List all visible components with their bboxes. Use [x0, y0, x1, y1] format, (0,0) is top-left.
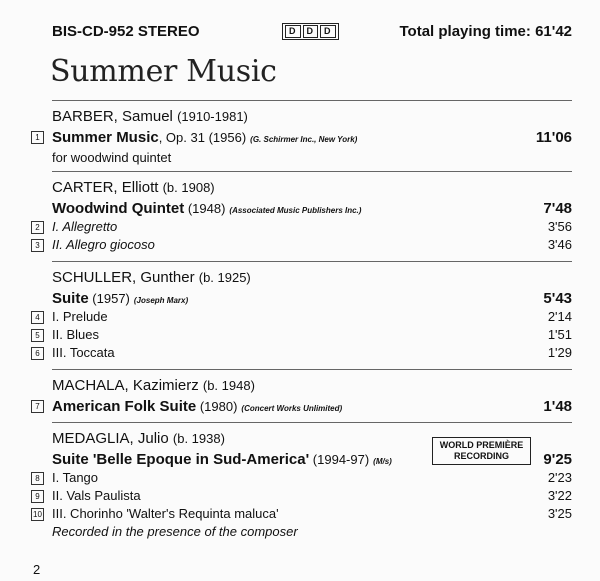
work-title: Woodwind Quintet — [52, 200, 185, 217]
movement-time: 3'25 — [547, 506, 572, 521]
work-carter — [52, 200, 572, 218]
work-title: American Folk Suite — [52, 398, 197, 415]
composer-dates: (1910-1981) — [177, 109, 248, 124]
movement-time: 1'51 — [547, 327, 572, 342]
movement-title: III. Chorinho 'Walter's Requinta maluca' — [52, 506, 279, 521]
publisher: (Concert Works Unlimited) — [241, 404, 343, 413]
movement-row — [52, 488, 572, 506]
badge-line: WORLD PREMIÈRE — [439, 440, 524, 450]
movement-time: 2'14 — [547, 309, 572, 324]
movement-time: 2'23 — [547, 470, 572, 485]
composer-dates: (b. 1938) — [172, 431, 225, 446]
badge-line: RECORDING — [453, 451, 509, 461]
work-title: Suite 'Belle Epoque in Sud-America' — [52, 451, 310, 468]
divider — [52, 171, 572, 172]
composer-name: BARBER, Samuel — [52, 108, 173, 125]
publisher: (Associated Music Publishers Inc.) — [229, 206, 362, 215]
movement-row — [52, 309, 572, 327]
track-number: 9 — [31, 490, 44, 503]
duration: 9'25 — [543, 451, 572, 468]
work-year: (1948) — [184, 201, 226, 216]
work-year: (1980) — [196, 399, 238, 414]
work-title: Suite — [52, 290, 89, 307]
work-title: Summer Music — [52, 129, 159, 146]
publisher: (G. Schirmer Inc., New York) — [250, 135, 358, 144]
page-title: Summer Music — [50, 54, 277, 89]
work-year: (1957) — [88, 291, 130, 306]
track-number: 2 — [31, 221, 44, 234]
movement-row — [52, 506, 572, 524]
duration: 5'43 — [543, 290, 572, 307]
duration: 11'06 — [535, 129, 572, 146]
ddd-badge — [282, 23, 339, 40]
movement-title: II. Vals Paulista — [52, 488, 141, 503]
track-number: 3 — [31, 239, 44, 252]
work-barber — [52, 129, 572, 147]
ddd-letter: D — [303, 25, 319, 38]
movement-row — [52, 345, 572, 363]
divider — [52, 422, 572, 423]
track-number: 1 — [31, 131, 44, 144]
composer-barber — [52, 108, 572, 126]
movement-row — [52, 470, 572, 488]
movement-row — [52, 237, 572, 255]
movement-title: I. Tango — [52, 470, 99, 485]
movement-title: III. Toccata — [52, 345, 115, 360]
movement-time: 3'46 — [547, 237, 572, 252]
composer-schuller — [52, 269, 572, 287]
ddd-letter: D — [320, 25, 336, 38]
publisher: (M/s) — [373, 457, 392, 466]
duration: 7'48 — [543, 200, 572, 217]
movement-row — [52, 219, 572, 237]
composer-name: MACHALA, Kazimierz — [52, 377, 199, 394]
divider — [52, 261, 572, 262]
work-note: for woodwind quintet — [52, 150, 172, 165]
movement-time: 1'29 — [547, 345, 572, 360]
publisher: (Joseph Marx) — [133, 296, 189, 305]
duration: 1'48 — [543, 398, 572, 415]
work-machala — [52, 398, 572, 416]
work-schuller — [52, 290, 572, 308]
divider — [52, 369, 572, 370]
composer-dates: (b. 1925) — [198, 270, 251, 285]
track-number: 5 — [31, 329, 44, 342]
ddd-letter: D — [285, 25, 301, 38]
track-number: 4 — [31, 311, 44, 324]
track-number: 6 — [31, 347, 44, 360]
movement-title: I. Prelude — [52, 309, 108, 324]
catalog-number: BIS-CD-952 STEREO — [52, 23, 200, 40]
movement-time: 3'56 — [547, 219, 572, 234]
composer-name: SCHULLER, Gunther — [52, 269, 195, 286]
composer-carter — [52, 179, 572, 197]
recording-note: Recorded in the presence of the composer — [52, 524, 298, 539]
divider — [52, 100, 572, 101]
composer-name: MEDAGLIA, Julio — [52, 430, 169, 447]
movement-row — [52, 327, 572, 345]
composer-dates: (b. 1948) — [202, 378, 255, 393]
total-playing-time: Total playing time: 61'42 — [399, 23, 572, 40]
movement-title: II. Allegro giocoso — [52, 237, 155, 252]
composer-dates: (b. 1908) — [162, 180, 215, 195]
work-year: (1994-97) — [309, 452, 370, 467]
track-number: 7 — [31, 400, 44, 413]
composer-machala — [52, 377, 572, 395]
movement-title: II. Blues — [52, 327, 99, 342]
track-number: 8 — [31, 472, 44, 485]
movement-time: 3'22 — [547, 488, 572, 503]
work-medaglia — [52, 451, 572, 469]
composer-name: CARTER, Elliott — [52, 179, 159, 196]
movement-title: I. Allegretto — [52, 219, 118, 234]
page-number: 2 — [33, 562, 41, 577]
track-number: 10 — [31, 508, 44, 521]
work-opus: , Op. 31 (1956) — [158, 130, 247, 145]
